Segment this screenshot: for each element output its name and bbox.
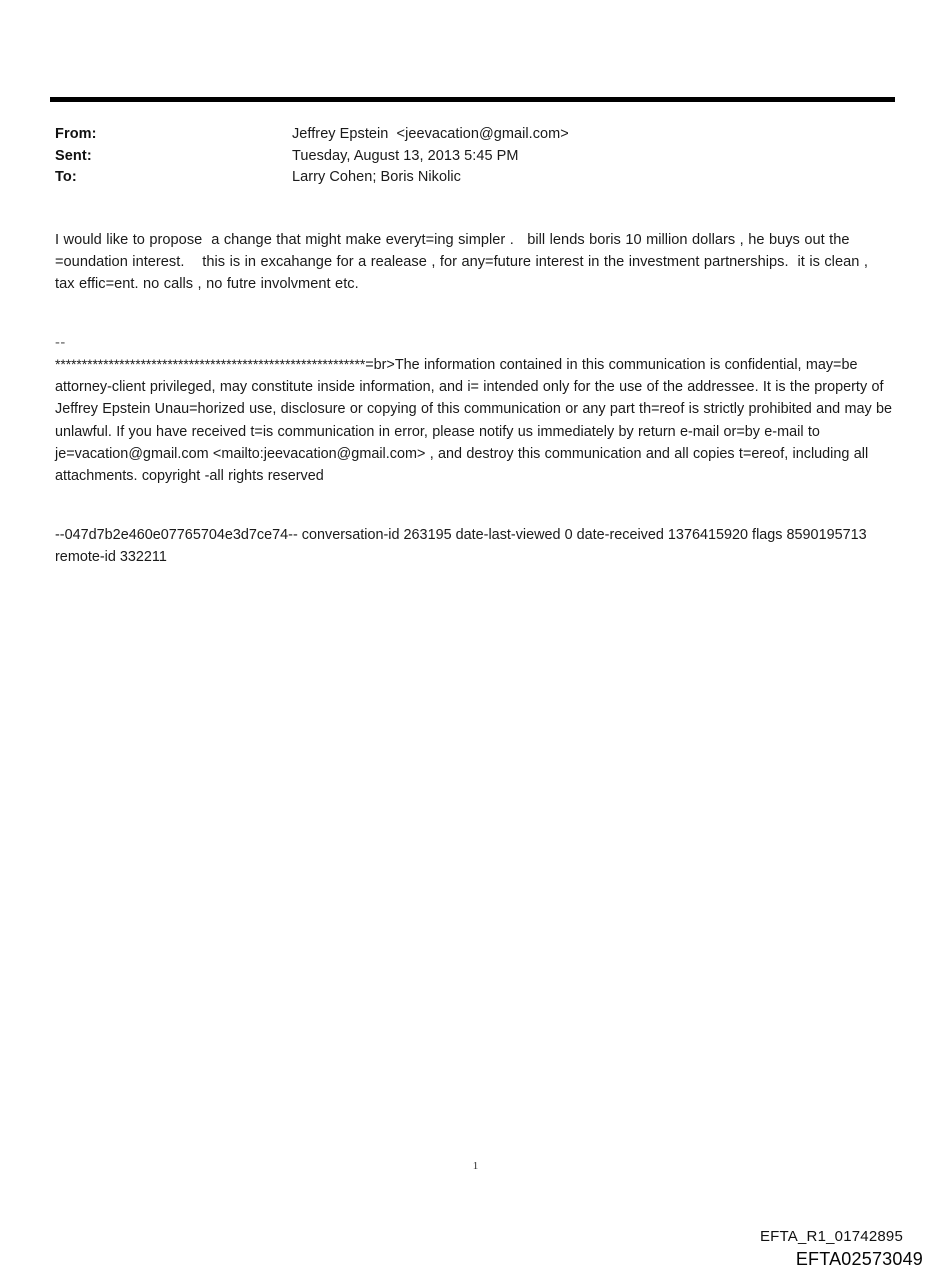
header-value-from: Jeffrey Epstein <jeevacation@gmail.com> (292, 126, 569, 142)
header-value-sent: Tuesday, August 13, 2013 5:45 PM (292, 147, 519, 164)
email-disclaimer-text (55, 353, 897, 487)
email-body-text: I would like to propose a change that might make everyt=ing simpler . bill lends boris 10 million dollars , he buys out the =oundation interest. this is in excahange for a realease , for any=future interest in the investment partnerships. it is clean , tax effic=ent. no calls , no futre involvment etc. (55, 232, 873, 292)
signature-separator: -- (55, 335, 66, 351)
header-label-to: To: (55, 169, 77, 185)
email-header-fields (55, 126, 895, 191)
header-row-from (55, 126, 895, 148)
header-row-to (55, 169, 895, 191)
bates-stamp-lower: EFTA02573049 (795, 1249, 923, 1269)
mime-metadata-text: --047d7b2e460e07765704e3d7ce74-- conversation-id 263195 date-last-viewed 0 date-received 1376415920 flags 8590195713 remote-id 332211 (55, 527, 871, 566)
disclaimer-body: =br>The information contained in this communication is confidential, may=be attorney-client privileged, may constitute inside information, and i= intended only for the use of the addressee. It is the property of Jeffrey Epstein Unau=horized use, disclosure or copying of this communication or any part th=reof is strictly prohibited and may be unlawful. If you have received t=is communication in error, please notify us immediately by return e-mail or=by e-mail to je=vacation@gmail.com <mailto:jeevacation@gmail.com> , and destroy this communication and all copies t=ereof, including all attachments. copyright -all rights reserved (55, 357, 897, 485)
page-number: 1 (472, 1160, 479, 1172)
header-label-from: From: (55, 126, 97, 142)
disclaimer-asterisk-rule: ********************************************************** (55, 356, 366, 372)
bates-stamp-upper: EFTA_R1_01742895 (759, 1228, 903, 1245)
header-label-sent: Sent: (55, 147, 92, 164)
header-row-sent (55, 148, 895, 170)
header-divider-rule (50, 97, 895, 102)
header-value-to: Larry Cohen; Boris Nikolic (292, 169, 461, 185)
